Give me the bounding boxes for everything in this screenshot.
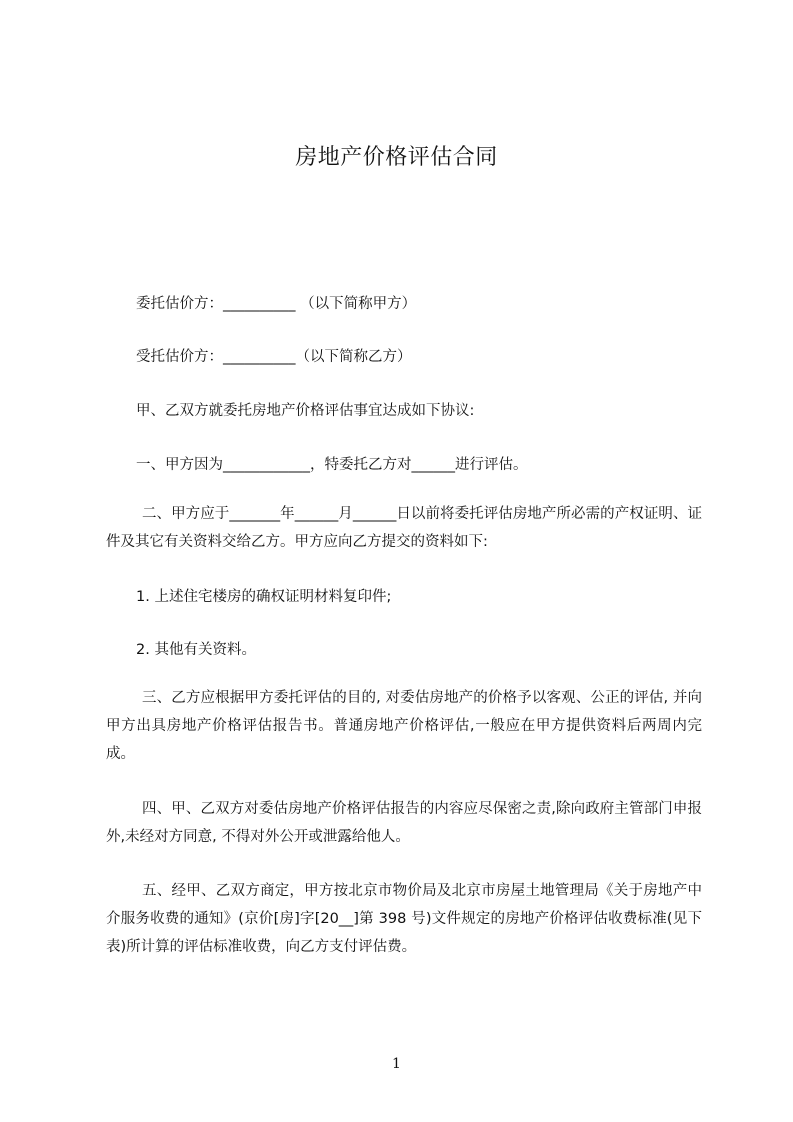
clause-3: 三、乙方应根据甲方委托评估的目的, 对委估房地产的价格予以客观、公正的评估, 并向甲方出具房地产价格评估报告书。普通房地产价格评估,一般应在甲方提供资料后两周内完成。 <box>106 690 702 762</box>
page-number: 1 <box>392 1056 401 1072</box>
list-item-2: 2. 其他有关资料。 <box>136 642 256 658</box>
clause-1: 一、甲方因为____________，特委托乙方对______进行评估。 <box>136 457 528 473</box>
clause-2: 二、甲方应于_______年______月______日以前将委托评估房地产所必需的产权证明、证件及其它有关资料交给乙方。甲方应向乙方提交的资料如下: <box>106 506 702 550</box>
list-item-1: 1. 上述住宅楼房的确权证明材料复印件; <box>136 589 392 605</box>
client-party-line: 委托估价方：__________ （以下简称甲方） <box>136 296 417 312</box>
clause-5: 五、经甲、乙双方商定，甲方按北京市物价局及北京市房屋土地管理局《关于房地产中介服务收费的通知》(京价[房]字[20__]第 398 号)文件规定的房地产价格评估收费标准(见下表)所计算的评估标准收费，向乙方支付评估费。 <box>106 883 702 955</box>
preamble: 甲、乙双方就委托房地产价格评估事宜达成如下协议: <box>136 403 475 419</box>
appraiser-party-line: 受托估价方：__________（以下简称乙方） <box>136 349 412 365</box>
document-title: 房地产价格评估合同 <box>295 145 498 170</box>
clause-4: 四、甲、乙双方对委估房地产价格评估报告的内容应尽保密之责,除向政府主管部门申报外,未经对方同意, 不得对外公开或泄露给他人。 <box>106 801 702 845</box>
